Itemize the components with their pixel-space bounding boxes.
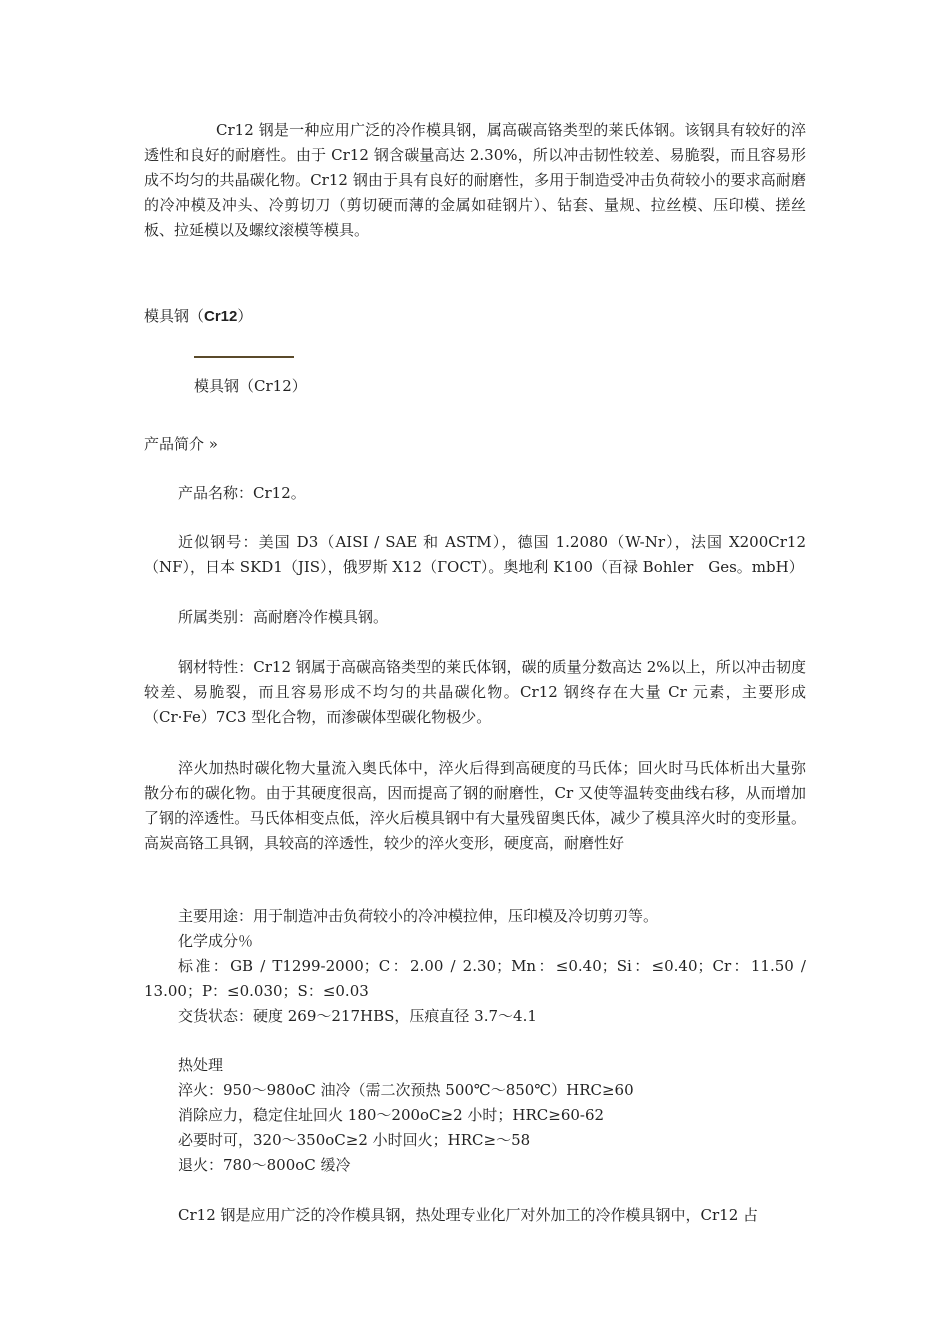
heat-line-4: 退火：780～800oC 缓冷 — [178, 1156, 351, 1174]
standard-paragraph: 标准：GB / T1299-2000；C：2.00 / 2.30；Mn：≤0.40；Si：≤0.40；Cr：11.50 / 13.00；P：≤0.030；S：≤0.03 — [144, 957, 806, 1000]
heat-line-1: 淬火：950～980oC 油冷（需二次预热 500℃～850℃）HRC≥60 — [178, 1081, 634, 1099]
title-suffix: ） — [237, 307, 253, 325]
quench-paragraph: 淬火加热时碳化物大量流入奥氏体中，淬火后得到高硬度的马氏体；回火时马氏体析出大量弥散分布的碳化物。由于其硬度很高，因而提高了钢的耐磨性，Cr 又使等温转变曲线右移，从而增加了钢的淬透性。马氏体相变点低，淬火后模具钢中有大量残留奥氏体，减少了模具淬火时的变形量。高炭高铬工具钢，具较高的淬透性，较少的淬火变形，硬度高，耐磨性好 — [144, 759, 806, 852]
title-bold: Cr12 — [204, 308, 238, 325]
subtitle: 模具钢（Cr12） — [194, 377, 307, 395]
category-line: 所属类别：高耐磨冷作模具钢。 — [178, 608, 389, 626]
similar-grades-paragraph: 近似钢号：美国 D3（AISI / SAE 和 ASTM），德国 1.2080（W-Nr），法国 X200Cr12（NF），日本 SKD1（JIS），俄罗斯 X12（ГОСТ）。奥地利 K100（百禄 Bohler Ges。mbH） — [144, 533, 806, 576]
heat-title: 热处理 — [178, 1056, 224, 1074]
divider-rule — [194, 356, 294, 358]
last-paragraph: Cr12 钢是应用广泛的冷作模具钢，热处理专业化厂对外加工的冷作模具钢中，Cr12 占 — [178, 1206, 759, 1224]
chem-title: 化学成分％ — [178, 932, 254, 950]
heat-line-3: 必要时可，320～350oC≥2 小时回火；HRC≥～58 — [178, 1131, 531, 1149]
intro-paragraph: Cr12 钢是一种应用广泛的冷作模具钢，属高碳高铬类型的莱氏体钢。该钢具有较好的淬透性和良好的耐磨性。由于 Cr12 钢含碳量高达 2.30%，所以冲击韧性较差、易脆裂，而且容易形成不均匀的共晶碳化物。Cr12 钢由于具有良好的耐磨性，多用于制造受冲击负荷较小的要求高耐磨的冷冲模及冲头、冷剪切刀（剪切硬而薄的金属如硅钢片）、钻套、量规、拉丝模、压印模、搓丝板、拉延模以及螺纹滚模等模具。 — [144, 121, 806, 239]
page-title — [144, 304, 252, 329]
title-prefix: 模具钢（ — [144, 307, 205, 325]
properties-paragraph: 钢材特性：Cr12 钢属于高碳高铬类型的莱氏体钢，碳的质量分数高达 2%以上，所以冲击韧度较差、易脆裂，而且容易形成不均匀的共晶碳化物。Cr12 钢终存在大量 Cr 元素，主要形成（Cr·Fe）7C3 型化合物，而渗碳体型碳化物极少。 — [144, 658, 806, 726]
heat-line-2: 消除应力，稳定住址回火 180～200oC≥2 小时；HRC≥60-62 — [178, 1106, 605, 1124]
usage-line: 主要用途：用于制造冲击负荷较小的冷冲模拉伸，压印模及冷切剪刃等。 — [178, 907, 659, 925]
delivery-line: 交货状态：硬度 269～217HBS，压痕直径 3.7～4.1 — [178, 1007, 537, 1025]
section-heading: 产品简介 » — [144, 435, 218, 453]
product-name: 产品名称：Cr12。 — [178, 484, 306, 502]
